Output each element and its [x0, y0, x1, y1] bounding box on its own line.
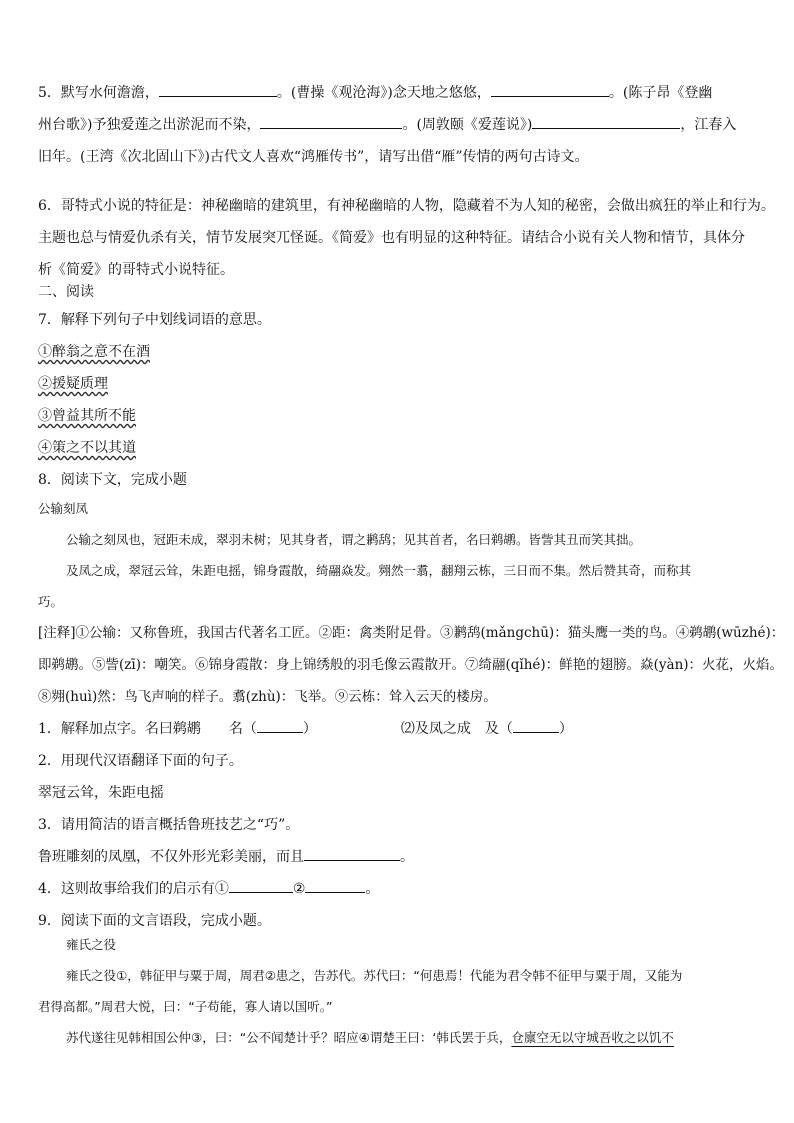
q5-text: 5．默写水何澹澹，	[38, 85, 159, 101]
q5-text: 。(周敦颐《爱莲说》)	[402, 117, 533, 133]
q8-passage	[38, 494, 760, 617]
q7-item-text: ②援疑质理	[38, 376, 108, 392]
q8-sub-4	[38, 873, 760, 905]
note-line: 即鹈鹕。⑤訾(zī)：嘲笑。⑥锦身霞散：身上锦绣般的羽毛像云霞散开。⑦绮翮(qǐhé)：鲜艳的翅膀。焱(yàn)：火花，火焰。	[38, 657, 784, 673]
q6-line-1: 6．哥特式小说的特征是：神秘幽暗的建筑里，有神秘幽暗的人物，隐藏着不为人知的秘密，会做出疯狂的举止和行为。	[38, 198, 775, 214]
answer-blank[interactable]	[257, 720, 303, 733]
passage-paragraph: 巧。	[38, 594, 64, 609]
sub-question-text: ②	[292, 881, 306, 897]
passage-title: 雍氏之役	[66, 937, 117, 952]
q6-line-2: 主题也总与情爱仇杀有关，情节发展突兀怪诞。《简爱》也有明显的这种特征。请结合小说有关人物和情节，具体分	[38, 230, 745, 246]
q8-title: 8．阅读下文，完成小题	[38, 472, 187, 488]
sub-question-text: 1．解释加点字。名曰鹈鹕 名（	[38, 721, 257, 737]
q5-line-1	[38, 77, 760, 109]
answer-blank[interactable]	[260, 116, 402, 129]
sub-question-text: 4．这则故事给我们的启示有①	[38, 881, 229, 897]
section-reading	[38, 280, 760, 496]
note-line: ⑧翙(huì)然：鸟飞声响的样子。翥(zhù)：飞举。⑨云栋：耸入云天的楼房。	[38, 689, 497, 705]
passage-title: 公输刻凤	[38, 501, 89, 516]
q7-item-1	[38, 336, 760, 368]
question-6	[38, 190, 775, 286]
note-line: [注释]①公输：又称鲁班，我国古代著名工匠。②距：禽类附足骨。③鹣鸹(mǎngchū)：猫头鹰一类的鸟。④鹈鹕(wūzhé)：	[38, 625, 785, 641]
sub-question-text: 。	[365, 881, 380, 897]
q8-sub-2: 2．用现代汉语翻译下面的句子。	[38, 753, 243, 769]
q8-notes	[38, 617, 785, 937]
sub-question-text: 鲁班雕刻的凤凰，不仅外形光彩美丽，而且	[38, 849, 304, 865]
section-heading: 二、阅读	[38, 284, 94, 300]
q7-title: 7．解释下列句子中划线词语的意思。	[38, 312, 271, 328]
q8-sub-1	[38, 713, 760, 745]
answer-blank[interactable]	[229, 880, 293, 893]
question-5	[38, 77, 760, 173]
q8-sub-3: 3．请用简洁的语言概括鲁班技艺之“巧”。	[38, 817, 300, 833]
q5-text: 。(曹操《观沧海》)念天地之悠悠，	[276, 85, 491, 101]
answer-blank[interactable]	[491, 84, 609, 97]
q5-text: ，江春入	[680, 117, 737, 133]
q8-sub-2-sentence: 翠冠云耸，朱距电摇	[38, 785, 164, 801]
passage-paragraph	[38, 1022, 760, 1053]
q7-item-3	[38, 400, 760, 432]
q6-line-3: 析《简爱》的哥特式小说特征。	[38, 262, 234, 278]
sub-question-text: ⑵及凤之成 及（	[400, 721, 513, 737]
passage-paragraph: 君得高都。”周君大悦，曰：“子苟能，寡人请以国听。”	[38, 999, 333, 1014]
q7-item-text: ③曾益其所不能	[38, 408, 136, 424]
q7-item-text: ④策之不以其道	[38, 440, 136, 456]
sub-question-text: ）	[558, 721, 573, 737]
answer-blank[interactable]	[305, 880, 365, 893]
q7-item-2	[38, 368, 760, 400]
answer-blank[interactable]	[159, 84, 277, 97]
passage-paragraph: 及凤之成，翠冠云耸，朱距电摇，锦身霞散，绮翮焱发。翙然一翥，翻翔云栋，三日而不集。然后赞其奇，而称其	[66, 563, 692, 578]
q5-line-3: 旧年。(王湾《次北固山下》)古代文人喜欢“鸿雁传书”，请写出借“雁”传情的两句古诗文。	[38, 149, 589, 165]
sub-question-text: ）	[302, 721, 317, 737]
q7-item-text: ①醉翁之意不在酒	[38, 344, 150, 360]
sub-question-text: 。	[400, 849, 414, 865]
answer-blank[interactable]	[532, 116, 680, 129]
answer-blank[interactable]	[513, 720, 559, 733]
passage-paragraph: 公输之刻凤也，冠距未成，翠羽未树；见其身者，谓之鹣鸹；见其首者，名曰鹈鹕。皆訾其丑而笑其拙。	[66, 532, 642, 547]
q9-passage	[38, 930, 760, 1053]
underlined-sentence: 仓廪空无以守城吾收之以饥不	[511, 1030, 674, 1045]
q8-sub-3-answer	[38, 841, 760, 873]
q9-title: 9．阅读下面的文言语段，完成小题。	[38, 913, 271, 929]
answer-blank[interactable]	[304, 848, 400, 861]
q5-line-2	[38, 109, 760, 141]
q5-text: 。(陈子昂《登幽	[608, 85, 713, 101]
passage-paragraph: 雍氏之役①，韩征甲与粟于周，周君②患之，告苏代。苏代曰：“何患焉！代能为君令韩不征甲与粟于周，又能为	[66, 968, 683, 983]
q7-item-4	[38, 432, 760, 464]
q5-text: 州台歌》)予独爱莲之出淤泥而不染，	[38, 117, 261, 133]
passage-text: 苏代遂往见韩相国公仲③，曰：“公不闻楚计乎？昭应④谓楚王曰：‘韩氏罢于兵，	[66, 1030, 512, 1045]
